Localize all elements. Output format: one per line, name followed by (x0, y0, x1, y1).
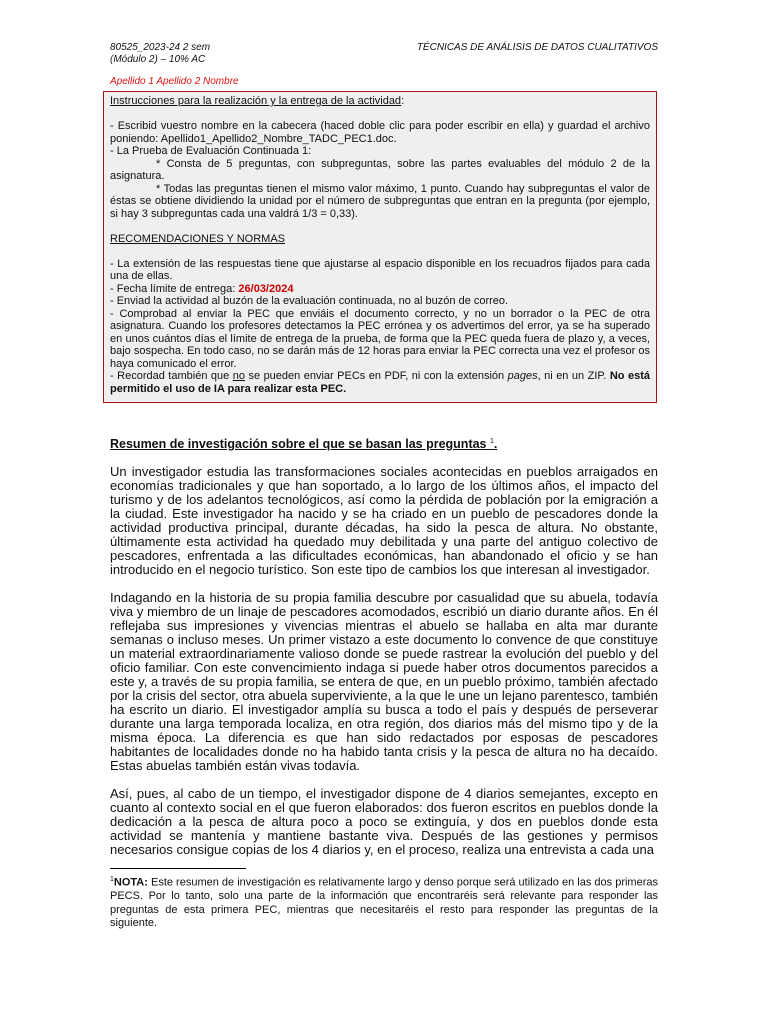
instructions-heading-text: Instrucciones para la realización y la entrega de la actividad (110, 95, 402, 107)
course-title: TÉCNICAS DE ANÁLISIS DE DATOS CUALITATIVOS (416, 42, 658, 53)
header-row (110, 42, 658, 54)
instructions-box (103, 91, 657, 403)
instruction-item: - La Prueba de Evaluación Continuada 1: (110, 145, 312, 157)
recommendation-item (110, 370, 650, 395)
spacer (110, 245, 650, 258)
deadline-item (110, 283, 650, 296)
summary-paragraph: Así, pues, al cabo de un tiempo, el investigador dispone de 4 diarios semejantes, excepto en cuanto al contexto social en el que fueron elaborados: dos fueron escritos en pueblos donde la dedicación a la pesca de altura poco a poco se extinguía, y dos en pueblos donde esta actividad se mantenía y mantiene bastante viva. Después de las gestiones y permisos necesarios consigue copias de los 4 diarios y, en el proceso, realiza una entrevista a cada una (110, 786, 658, 857)
footnote (110, 873, 658, 931)
footnote-number: 1 (110, 876, 114, 883)
recommendations-heading-text: RECOMENDACIONES Y NORMAS (110, 232, 286, 245)
recommendation-item: - Comprobad al enviar la PEC que enviáis el documento correcto, y no un borrador o la PEC de otra asignatura. Cuando los profesores detectamos la PEC errónea y os advertimos del error, ya se ha superado en unos cuántos días el límite de entrega de la prueba, de forma que la PEC queda fuera de plazo y, a veces, bajo sospecha. En todo caso, no se darán más de 12 horas para enviar la PEC correcta una vez el profesor os haya comunicado el error. (110, 307, 650, 370)
rec5-pages: pages (507, 370, 538, 382)
footnote-label: NOTA: (113, 876, 148, 889)
instruction-subitem: * Todas las preguntas tienen el mismo valor máximo, 1 punto. Cuando hay subpreguntas el valor de éstas se obtiene dividiendo la unidad por el número de subpreguntas que entran en la pregunta (por ejemplo, si hay 3 subpreguntas cada una valdrá 1/3 = 0,33). (110, 182, 650, 220)
deadline-label: - Fecha límite de entrega: (110, 282, 239, 295)
instructions-heading-colon: : (401, 95, 405, 107)
spacer (110, 108, 650, 121)
rec5-part3: , ni en un ZIP. (537, 370, 610, 382)
module-label: (Módulo 2) – 10% AC (110, 54, 206, 65)
rec5-part2: se pueden enviar PECs en PDF, ni con la extensión (245, 370, 508, 382)
section-title-text: Resumen de investigación sobre el que se basan las preguntas (110, 437, 487, 451)
recommendation-item: - La extensión de las respuestas tiene que ajustarse al espacio disponible en los recuadros fijados para cada una de ellas. (110, 257, 650, 282)
summary-paragraph: Indagando en la historia de su propia familia descubre por casualidad que su abuela, todavía viva y miembro de un linaje de pescadores acomodados, escribió un diario durante años. En él reflejaba sus impresiones y vivencias mientras el abuelo se hallaba en alta mar durante semanas o incluso meses. Un primer vistazo a este documento lo convence de que constituye un material extraordinariamente valioso donde se puede rastrear la evolución del pueblo y del oficio familiar. Con este convencimiento indaga si puede haber otros documentos parecidos a este y, a través de su propia familia, se entera de que, en un pueblo próximo, también afectado por la crisis del sector, otra abuela superviviente, a la que le une un lejano parentesco, también ha escrito un diario. El investigador amplía su busca a todo el país y después de perseverar durante una larga temporada localiza, en otra región, dos diarios más del mismo tipo y de la misma época. La diferencia es que han sido redactados por esposas de pescadores habitantes de localidades donde no ha habido tanta crisis y la pesca de altura no ha decaído. Estas abuelas también están vivas todavía. (110, 590, 658, 773)
instruction-subitem: * Consta de 5 preguntas, con subpreguntas, sobre las partes evaluables del módulo 2 de la asignatura. (110, 157, 650, 182)
ai-policy-note: No está permitido el uso de IA para realizar esta PEC. (110, 370, 650, 395)
instructions-heading (110, 95, 650, 108)
recommendation-item: - Enviad la actividad al buzón de la evaluación continuada, no al buzón de correo. (110, 295, 509, 307)
section-title-end: . (493, 437, 498, 451)
spacer (110, 220, 650, 233)
section-title (110, 437, 658, 451)
footnote-separator (110, 868, 246, 869)
recommendations-heading (110, 233, 650, 246)
course-code: 80525_2023-24 2 sem (110, 42, 211, 53)
research-summary (110, 437, 658, 871)
rec5-no: no (232, 370, 245, 382)
author-name-field[interactable]: Apellido 1 Apellido 2 Nombre (110, 76, 239, 87)
summary-paragraph: Un investigador estudia las transformaciones sociales acontecidas en pueblos arraigados en economías tradicionales y que han soportado, a lo largo de los últimos años, el impacto del turismo y de los adelantos tecnológicos, así como la pérdida de población por la emigración a la ciudad. Este investigador ha nacido y se ha criado en un pueblo de pescadores donde la actividad productiva principal, durante décadas, ha sido la pesca de altura. No obstante, últimamente esta actividad ha quedado muy debilitada y una parte del antiguo colectivo de pescadores, enfrentada a las dificultades económicas, han abandonado el oficio y se han introducido en el negocio turístico. Son este tipo de cambios los que interesan al investigador. (110, 464, 658, 577)
footnote-text: Este resumen de investigación es relativamente largo y denso porque será utilizado en las dos primeras PECS. Por lo tanto, solo una parte de la información que encontraréis será relevante para responder las preguntas de esta primera PEC, mientras que necesitaréis el resto para responder las preguntas de la siguiente. (110, 876, 658, 930)
footnote-ref[interactable]: 1 (490, 437, 494, 445)
page-header (110, 42, 658, 88)
rec5-part1: - Recordad también que (110, 370, 233, 382)
instruction-item: - Escribid vuestro nombre en la cabecera (haced doble clic para poder escribir en ella) y guardad el archivo poniendo: Apellido1_Apellido2_Nombre_TADC_PEC1.doc. (110, 120, 650, 145)
deadline-date: 26/03/2024 (238, 282, 294, 295)
